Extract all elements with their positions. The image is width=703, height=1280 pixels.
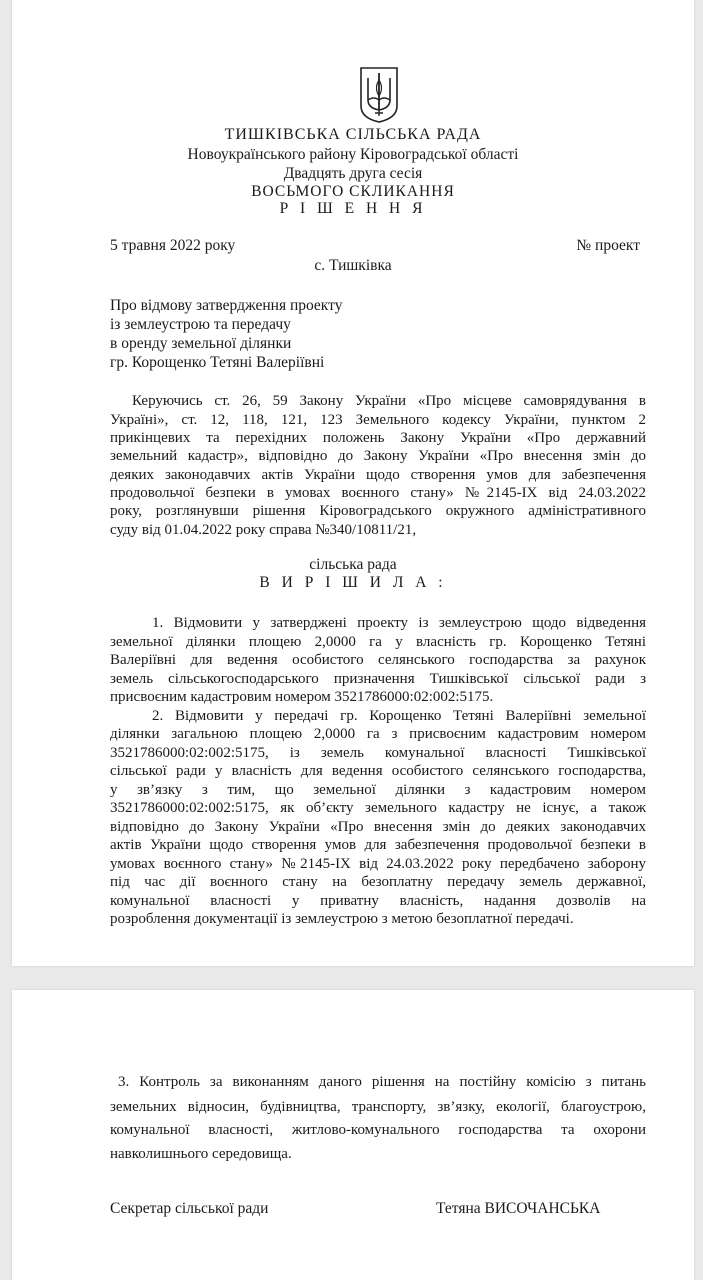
subject-line: із землеустрою та передачу xyxy=(110,316,291,333)
item3-line: комунальної власності, житлово-комунального господарства та охорони xyxy=(110,1122,646,1138)
session-name: Двадцять друга сесія xyxy=(283,165,423,182)
trident-emblem-icon xyxy=(358,66,400,124)
item2-line: 3521786000:02:002:5175, як об’єкту земельного кадастру не існує, а також xyxy=(110,800,646,816)
decision-subject xyxy=(110,296,342,372)
subject-line: гр. Корощенко Тетяні Валеріївні xyxy=(110,354,325,371)
item2-line: сільської ради у власність для ведення особистого селянського господарства, xyxy=(110,763,646,779)
preamble-line: Керуючись ст. 26, 59 Закону України «Про місцеве самоврядування в xyxy=(132,393,646,409)
preamble-line: Україні», ст. 12, 118, 121, 123 Земельного кодексу України, пунктом 2 xyxy=(110,412,646,428)
document-page-1 xyxy=(12,0,694,966)
preamble-line: деяких законодавчих актів України щодо створення умов для забезпечення xyxy=(110,467,646,483)
item1-line: земель сільськогосподарського призначення Тишківської сільської ради з xyxy=(110,671,646,687)
council-label: сільська рада xyxy=(309,556,397,573)
preamble-line: року, розглянувши рішення Кіровоградського окружного адміністративного xyxy=(110,503,646,519)
decided-label: В И Р І Ш И Л А : xyxy=(259,574,447,591)
preamble-line: прикінцевих та перехідних положень Закону України «Про державний xyxy=(110,430,646,446)
item3-line: навколишнього середовища. xyxy=(110,1146,292,1162)
item2-line: розроблення документації із землеустрою з метою безоплатної передачі. xyxy=(110,911,574,927)
item2-line: відповідно до Закону України «Про внесення змін до деяких законодавчих xyxy=(110,819,646,835)
item1-line: земельної ділянки площею 2,0000 га у власність гр. Корощенко Тетяні xyxy=(110,634,646,650)
signature-name: Тетяна ВИСОЧАНСЬКА xyxy=(436,1200,601,1217)
item2-line: 3521786000:02:002:5175, із земель комунальної власності Тишківської xyxy=(110,745,646,761)
item3-line: земельних відносин, будівництва, транспорту, зв’язку, екології, благоустрою, xyxy=(110,1099,646,1115)
item2-line: актів України щодо створення умов для забезпечення продовольчої безпеки в xyxy=(110,837,646,853)
preamble-line: земельний кадастр», відповідно до Закону України «Про внесення змін до xyxy=(110,448,646,464)
document-type: Р І Ш Е Н Н Я xyxy=(279,200,427,217)
preamble-line: продовольчої безпеки в умовах воєнного стану» №2145-IX від 24.03.2022 xyxy=(110,485,646,501)
village-name: с. Тишківка xyxy=(314,257,392,274)
item2-line: комунальної власності у приватну власність, надання дозволів на xyxy=(110,893,646,909)
item3-line: 3. Контроль за виконанням даного рішення на постійну комісію з питань xyxy=(118,1074,646,1090)
item1-line: присвоєним кадастровим номером 3521786000:02:002:5175. xyxy=(110,689,494,705)
item2-line: під час дії воєнного стану на безоплатну передачу земель державної, xyxy=(110,874,646,890)
district-name: Новоукраїнського району Кіровоградської області xyxy=(187,146,519,163)
council-name: ТИШКІВСЬКА СІЛЬСЬКА РАДА xyxy=(224,126,482,143)
subject-line: в оренду земельної ділянки xyxy=(110,335,292,352)
preamble-line: суду від 01.04.2022 року справа №340/10811/21, xyxy=(110,522,417,538)
subject-line: Про відмову затвердження проекту xyxy=(110,297,343,314)
item2-line: у зв’язку з тим, що земельної ділянки з кадастровим номером xyxy=(110,782,646,798)
convocation: ВОСЬМОГО СКЛИКАННЯ xyxy=(251,183,455,200)
item2-line: умовах воєнного стану» №2145-IX від 24.03.2022 року передбачено заборону xyxy=(110,856,646,872)
decision-date: 5 травня 2022 року xyxy=(110,237,236,254)
project-number: № проект xyxy=(576,237,640,254)
item2-line: 2. Відмовити у передачі гр. Корощенко Тетяні Валеріївні земельної xyxy=(152,708,646,724)
document-page-2 xyxy=(12,990,694,1280)
item1-line: Валеріївні для ведення особистого селянського господарства за рахунок xyxy=(110,652,646,668)
item1-line: 1. Відмовити у затверджені проекту із землеустрою щодо відведення xyxy=(152,615,646,631)
item2-line: ділянки загальною площею 2,0000 га з присвоєним кадастровим номером xyxy=(110,726,646,742)
signature-position: Секретар сільської ради xyxy=(110,1200,269,1217)
